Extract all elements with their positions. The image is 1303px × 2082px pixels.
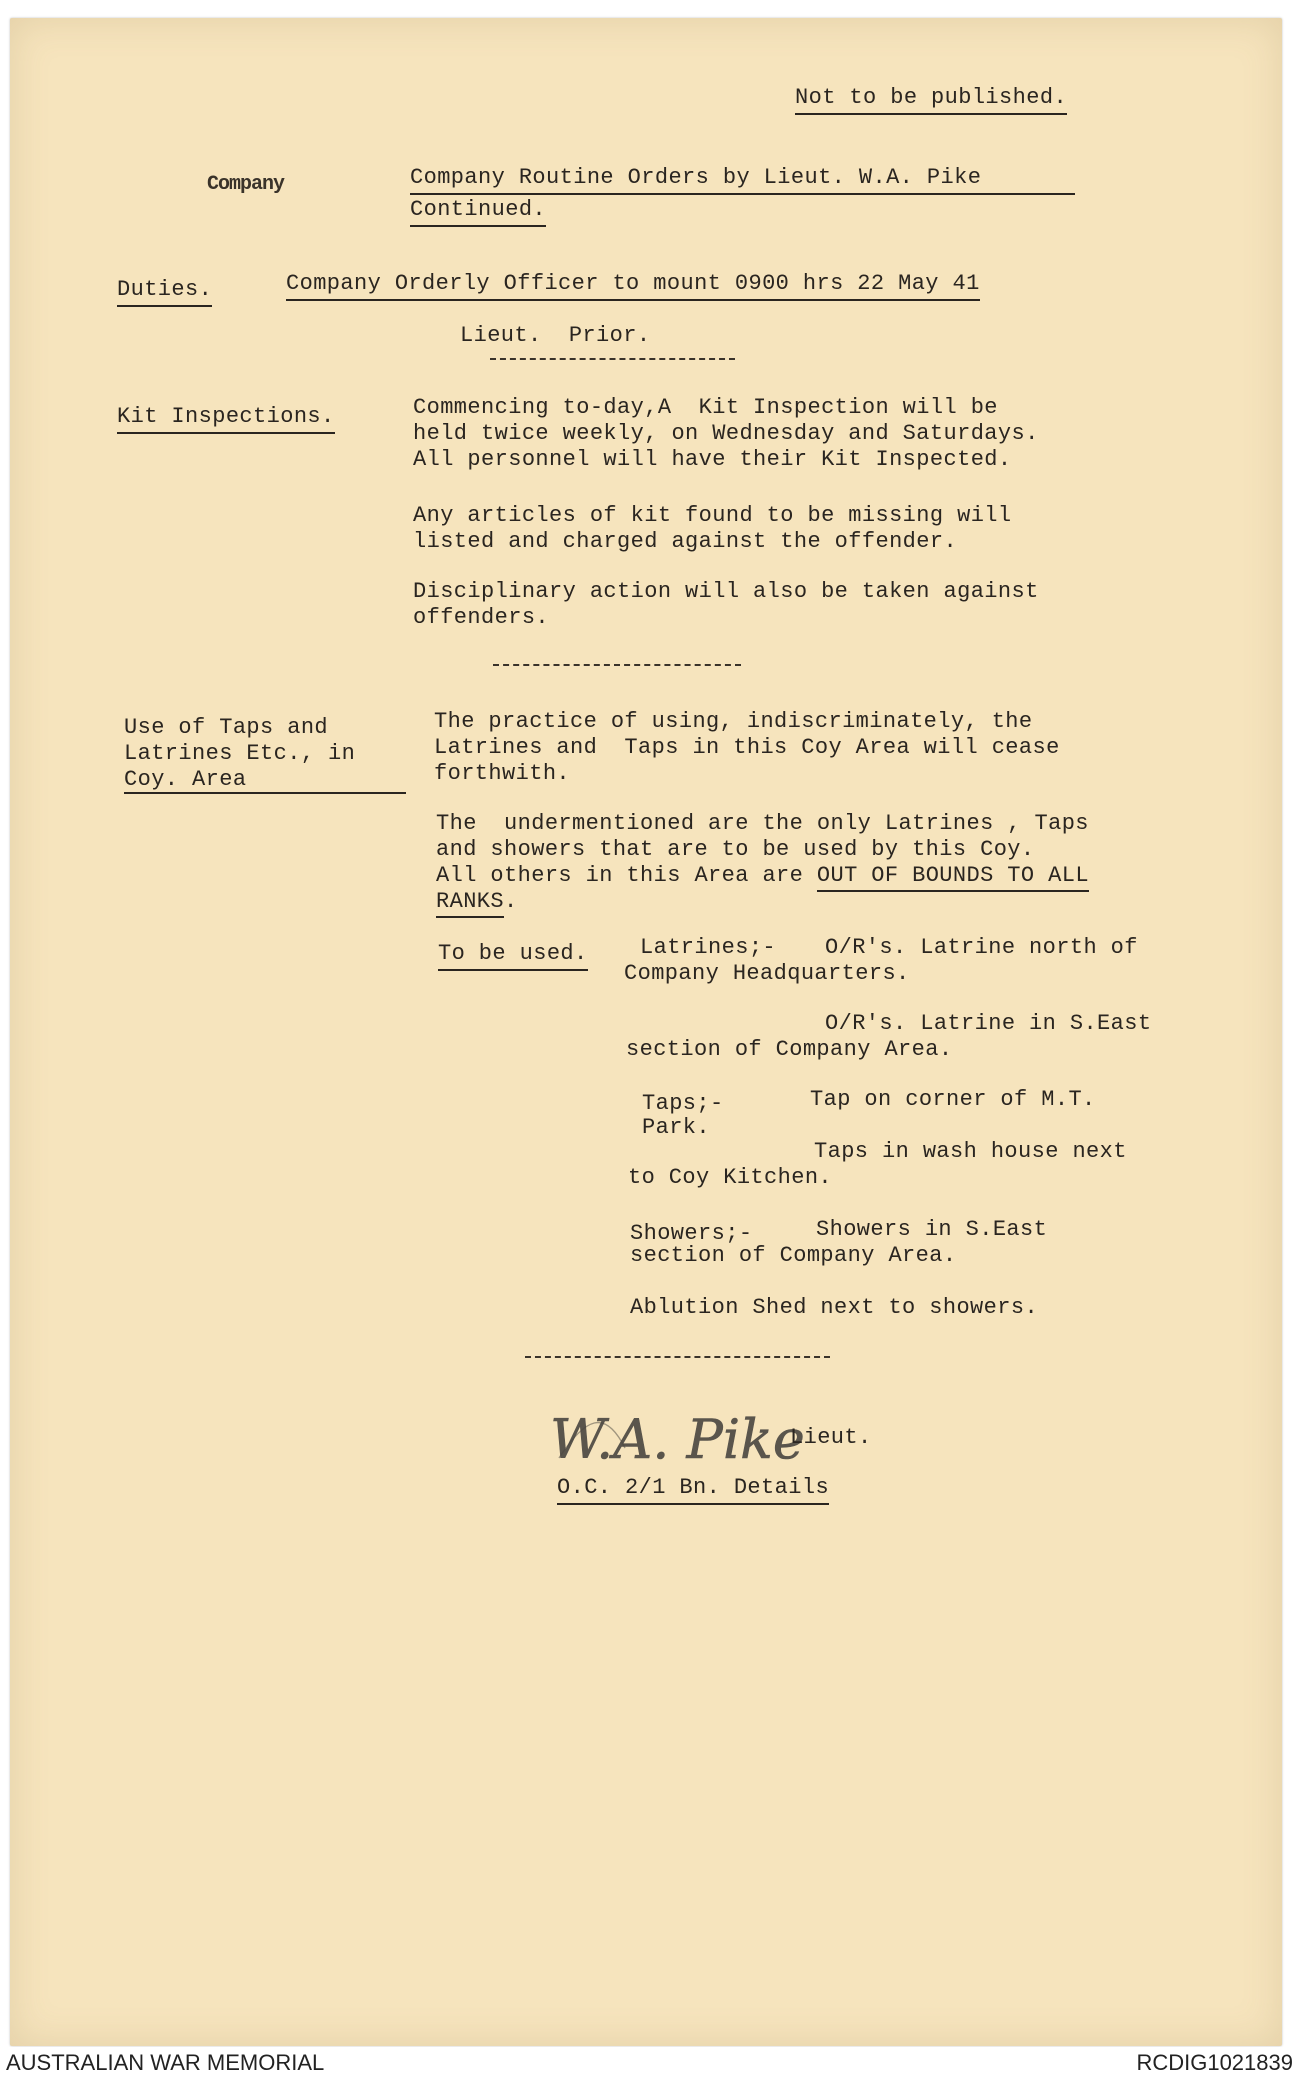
latrine1-line2: Company Headquarters. xyxy=(624,961,910,986)
signature-scribble-icon xyxy=(545,1388,805,1478)
not-published-note: Not to be published. xyxy=(795,84,1067,115)
out-of-bounds-text-2: RANKS xyxy=(436,889,504,918)
taps-label-underline xyxy=(124,792,406,794)
taps-label-line1: Use of Taps and xyxy=(124,715,329,740)
showers-line2: section of Company Area. xyxy=(630,1243,957,1268)
taps-para1-line1: The practice of using, indiscriminately, the xyxy=(434,709,1033,734)
title-line-1: Company Routine Orders by Lieut. W.A. Pike xyxy=(410,165,982,190)
divider xyxy=(493,664,741,666)
duties-label: Duties. xyxy=(117,276,212,307)
latrine1-line1: O/R's. Latrine north of xyxy=(825,935,1138,960)
footer-id: RCDIG1021839 xyxy=(1136,2050,1293,2075)
latrine2-line1: O/R's. Latrine in S.East xyxy=(825,1011,1152,1036)
out-of-bounds-text-1: OUT OF BOUNDS TO ALL xyxy=(817,863,1089,892)
footer-source: AUSTRALIAN WAR MEMORIAL xyxy=(6,2050,325,2075)
duties-text: Company Orderly Officer to mount 0900 hrs 22 May 41 xyxy=(286,270,980,301)
kit-para3-line1: Disciplinary action will also be taken against xyxy=(413,579,1039,604)
kit-para2-line2: listed and charged against the offender. xyxy=(413,529,958,554)
tap1-line1: Tap on corner of M.T. xyxy=(810,1087,1096,1112)
kit-para3-line2: offenders. xyxy=(413,605,550,630)
signature xyxy=(545,1388,805,1483)
divider xyxy=(525,1356,830,1358)
taps-para2-line2: and showers that are to be used by this Coy. xyxy=(436,837,1035,862)
signature-rank: Lieut. xyxy=(790,1425,872,1450)
duties-officer: Lieut. Prior. xyxy=(460,323,651,348)
title-underline xyxy=(410,193,1075,195)
struck-word: Company xyxy=(207,173,285,196)
title-line-2: Continued. xyxy=(410,196,546,227)
showers-line1: Showers in S.East xyxy=(816,1217,1048,1242)
kit-para1-line1: Commencing to-day,A Kit Inspection will be xyxy=(413,395,998,420)
kit-inspections-label: Kit Inspections. xyxy=(117,403,335,434)
divider xyxy=(490,358,735,360)
latrines-label: Latrines;- xyxy=(640,935,777,960)
taps-para2-line1: The undermentioned are the only Latrines , Taps xyxy=(436,811,1089,836)
taps-label-line3: Coy. Area xyxy=(124,767,247,792)
taps-para2-line3: All others in this Area are OUT OF BOUNDS TO ALL xyxy=(436,862,1089,889)
kit-para1-line3: All personnel will have their Kit Inspected. xyxy=(413,447,1012,472)
taps-label-line2: Latrines Etc., in xyxy=(124,741,356,766)
taps-sub-label: Taps;- xyxy=(642,1091,724,1116)
ablution-shed: Ablution Shed next to showers. xyxy=(630,1295,1039,1320)
showers-label: Showers;- xyxy=(630,1221,753,1246)
tap1-line2: Park. xyxy=(642,1115,711,1140)
tap2-line1: Taps in wash house next xyxy=(814,1139,1127,1164)
latrine2-line2: section of Company Area. xyxy=(626,1037,953,1062)
svg-text:W.A. Pike: W.A. Pike xyxy=(550,1408,805,1471)
signature-unit: O.C. 2/1 Bn. Details xyxy=(557,1474,829,1505)
taps-para1-line3: forthwith. xyxy=(434,761,571,786)
taps-para2-line4: RANKS. xyxy=(436,888,518,915)
kit-para2-line1: Any articles of kit found to be missing will xyxy=(413,503,1012,528)
kit-para1-line2: held twice weekly, on Wednesday and Saturdays. xyxy=(413,421,1039,446)
taps-para1-line2: Latrines and Taps in this Coy Area will cease xyxy=(434,735,1060,760)
tap2-line2: to Coy Kitchen. xyxy=(628,1165,833,1190)
to-be-used-label: To be used. xyxy=(438,940,588,971)
